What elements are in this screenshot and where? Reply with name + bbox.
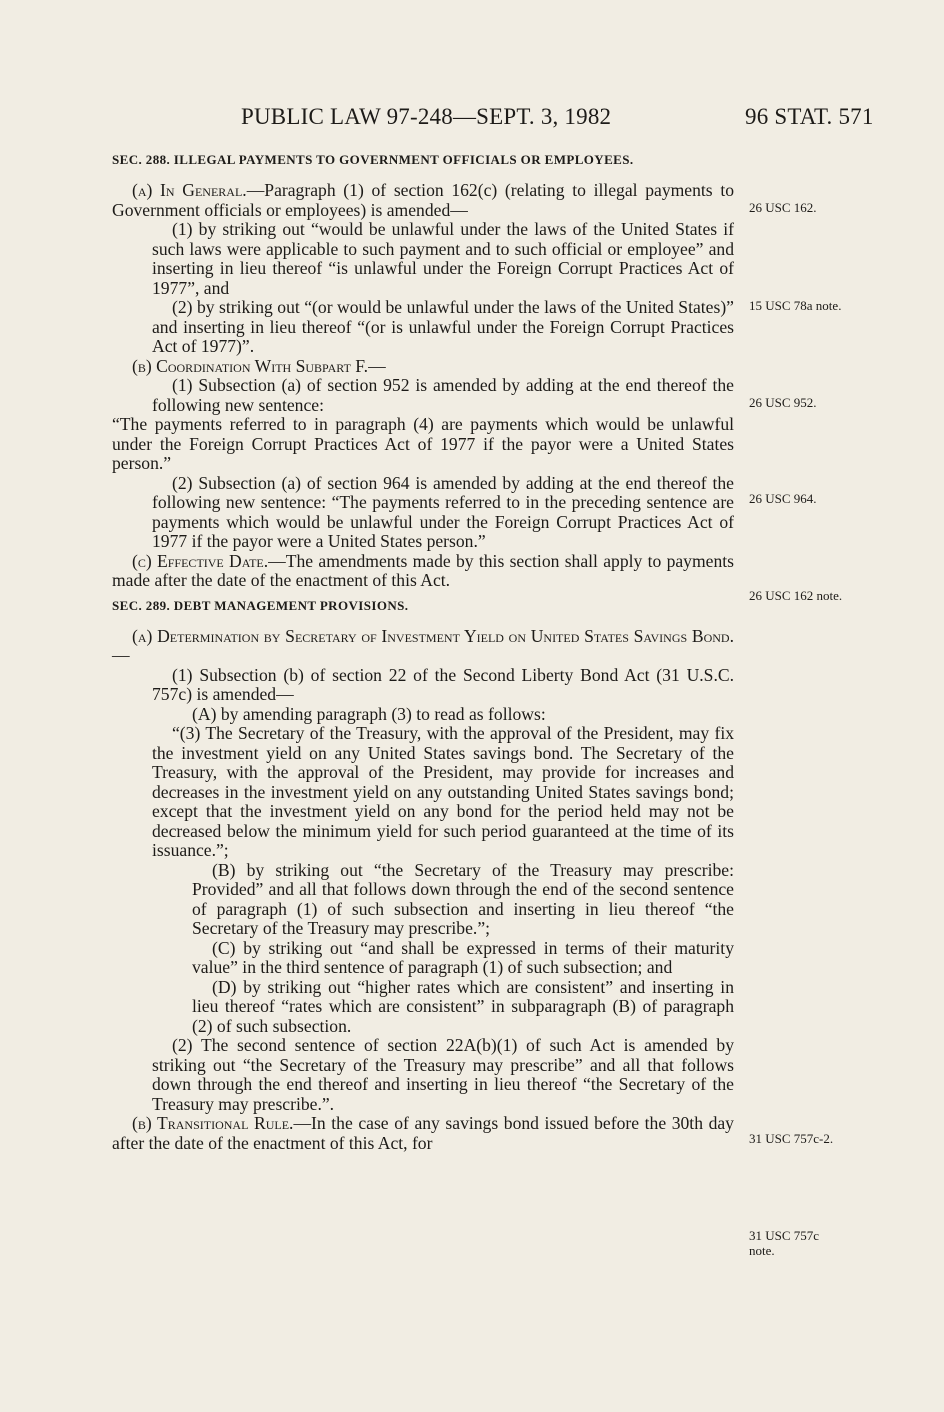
side-note-26-usc-162: 26 USC 162.: [749, 200, 817, 215]
sec288-subsection-c: [112, 552, 734, 591]
sec289-a-quoted-paragraph-3: “(3) The Secretary of the Treasury, with the approval of the President, may fix the investment yield on any United States savings bond. The Secretary of the Treasury, with the approval of the President, may provide for increases and decreases in the investment yield on any outstanding United States savings bond; except that the investment yield on any bond for the period held may not be decreased below the minimum yield for such period guaranteed at the time of its issuance.”;: [152, 723, 734, 860]
sec289-a-paragraph-1: (1) Subsection (b) of section 22 of the Second Liberty Bond Act (31 U.S.C. 757c) is amended—: [152, 664, 734, 704]
sec288-subsection-b: [112, 357, 734, 377]
sec289-a-paragraph-2: (2) The second sentence of section 22A(b)(1) of such Act is amended by striking out “the Secretary of the Treasury may prescribe” and all that follows down through the end thereof and inserting in lieu thereof “the Secretary of the Treasury may prescribe.”.: [152, 1035, 734, 1114]
sec289-subsection-a: [112, 627, 734, 666]
sec288-b-text: —: [368, 355, 386, 376]
sec289-a-subparagraph-B: (B) by striking out “the Secretary of the Treasury may prescribe: Provided” and all that follows down through the end of the second sentence of paragraph (1) of such subsection and inserting in lieu thereof “the Secretary of the Treasury may prescribe.”;: [192, 859, 734, 938]
sec288-c-text: —The amendments made by this section shall apply to payments made after the date of the enactment of this Act.: [112, 550, 734, 590]
side-note-26-usc-964: 26 USC 964.: [749, 491, 817, 506]
sec289-a-subparagraph-A: (A) by amending paragraph (3) to read as follows:: [192, 703, 546, 724]
sec289-a-label: (a) Determination by Secretary of Investment Yield on United States Savings Bond.: [132, 625, 734, 646]
sec288-c-label: (c) Effective Date.: [132, 550, 269, 571]
side-note-26-usc-952: 26 USC 952.: [749, 395, 817, 410]
side-note-26-usc-162-note: 26 USC 162 note.: [749, 588, 843, 603]
sec289-b-text: —In the case of any savings bond issued before the 30th day after the date of the enactment of this Act, for: [112, 1113, 734, 1153]
sec289-b-label: (b) Transitional Rule.: [132, 1113, 294, 1133]
sec289-a-text: —: [112, 645, 130, 665]
section-289-heading: SEC. 289. DEBT MANAGEMENT PROVISIONS.: [112, 597, 409, 613]
sec288-b-quoted-sentence: “The payments referred to in paragraph (4) are payments which would be unlawful under the Foreign Corrupt Practices Act of 1977 if the payor were a United States person.”: [112, 414, 734, 473]
side-note-31-usc-757c: 31 USC 757c: [749, 1228, 820, 1243]
running-header-page: 96 STAT. 571: [745, 104, 874, 129]
side-note-31-usc-757c-2: 31 USC 757c-2.: [749, 1131, 834, 1146]
sec288-a-label: (a) In General.: [132, 180, 247, 200]
sec288-a-paragraph-1: (1) by striking out “would be unlawful under the laws of the United States if such laws were applicable to such payment and to such official or employee” and inserting in lieu thereof “is unlawful under the Foreign Corrupt Practices Act of 1977”, and: [152, 219, 734, 298]
sec288-a-text: —Paragraph (1) of section 162(c) (relating to illegal payments to Government officials or employees) is amended—: [112, 180, 735, 220]
running-header-title: PUBLIC LAW 97-248—SEPT. 3, 1982: [241, 104, 612, 129]
sec289-a-subparagraph-D: (D) by striking out “higher rates which are consistent” and inserting in lieu thereof “rates which are consistent” in subparagraph (B) of paragraph (2) of such subsection.: [192, 976, 734, 1036]
sec288-b-label: (b) Coordination With Subpart F.: [132, 355, 369, 376]
sec289-a-subparagraph-C: (C) by striking out “and shall be expressed in terms of their maturity value” in the third sentence of paragraph (1) of such subsection; and: [192, 937, 734, 977]
main-text-column: [112, 151, 734, 1153]
sec288-b-paragraph-2: (2) Subsection (a) of section 964 is amended by adding at the end thereof the following new sentence: “The payments referred to in the preceding sentence are payments which would be unlawful under the Foreign Corrupt Practices Act of 1977 if the payor were a United States person.”: [152, 472, 734, 551]
sec288-b-paragraph-1: (1) Subsection (a) of section 952 is amended by adding at the end thereof the following new sentence:: [152, 375, 734, 415]
side-note-note: note.: [749, 1243, 775, 1258]
side-note-15-usc-78a: 15 USC 78a note.: [749, 298, 842, 313]
sec289-subsection-b: [112, 1114, 734, 1153]
sec288-subsection-a: [112, 181, 734, 220]
section-288-heading: SEC. 288. ILLEGAL PAYMENTS TO GOVERNMENT OFFICIALS OR EMPLOYEES.: [112, 152, 634, 167]
sec288-a-paragraph-2: (2) by striking out “(or would be unlawful under the laws of the United States)” and inserting in lieu thereof “(or is unlawful under the Foreign Corrupt Practices Act of 1977)”.: [152, 297, 734, 356]
